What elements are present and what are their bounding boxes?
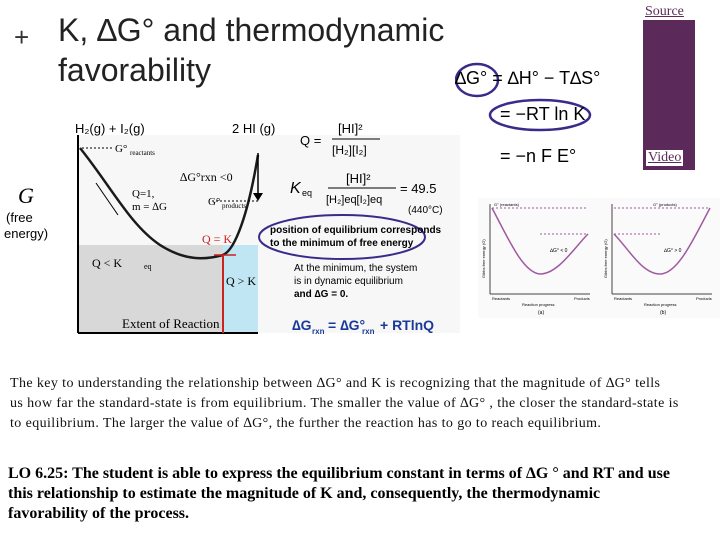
bottom-equation-rest: = ∆G° bbox=[328, 317, 366, 333]
keq-sub: eq bbox=[302, 188, 313, 198]
keq-value: = 49.5 bbox=[400, 181, 437, 196]
g-reactants-sub: reactants bbox=[130, 149, 155, 157]
keq-denominator: [H₂]eq[I₂]eq bbox=[326, 194, 383, 206]
paragraph-line-1: The key to understanding the relationship between ∆G° and K is recognizing that the magnitude of ∆G° tells bbox=[10, 376, 661, 391]
graph-a-reactants: Reactants bbox=[492, 296, 511, 301]
slide-title bbox=[58, 10, 478, 90]
graph-a-top-label: G° (reactants) bbox=[494, 202, 519, 207]
graphs-background bbox=[478, 198, 720, 318]
graph-a-dg: ∆G° < 0 bbox=[550, 248, 568, 254]
reaction-right: 2 HI (g) bbox=[232, 121, 276, 136]
callout-2-line-3: and ∆G = 0. bbox=[294, 289, 349, 300]
q-denominator: [H₂][I₂] bbox=[332, 143, 367, 157]
graph-a-caption: (a) bbox=[538, 310, 545, 316]
q1-line-1: Q=1, bbox=[132, 188, 155, 200]
bullet-plus: + bbox=[14, 22, 30, 52]
graph-b-caption: (b) bbox=[660, 310, 667, 316]
q-numerator: [HI]² bbox=[338, 121, 363, 136]
q-less-k-label: Q < K bbox=[92, 256, 123, 270]
graph-b-top-label: G° (products) bbox=[653, 202, 677, 207]
bottom-equation-tail: + RTlnQ bbox=[380, 317, 435, 333]
source-link[interactable]: Source bbox=[645, 4, 684, 19]
q-label: Q = bbox=[300, 133, 322, 148]
q1-line-2: m = ∆G bbox=[132, 201, 167, 213]
learning-objective-line-3: favorability of the process. bbox=[8, 505, 190, 522]
right-region bbox=[223, 245, 258, 333]
bottom-equation-sub2: rxn bbox=[362, 327, 375, 336]
q-equals-k-label: Q = K bbox=[202, 232, 233, 246]
explanation-paragraph bbox=[10, 374, 720, 434]
video-link[interactable]: Video bbox=[648, 150, 682, 165]
keq-numerator: [HI]² bbox=[346, 171, 371, 186]
equation-block bbox=[455, 62, 640, 172]
title-line-2: favorability bbox=[58, 52, 211, 88]
graph-b-reactants: Reactants bbox=[614, 296, 633, 301]
nfe-equation: = −n F E° bbox=[500, 146, 577, 166]
callout-2-line-1: At the minimum, the system bbox=[294, 263, 418, 274]
g-axis-label: G bbox=[18, 183, 34, 208]
graph-a-x-label: Reaction progress bbox=[522, 302, 555, 307]
graph-a-y-label: Gibbs free energy (G) bbox=[481, 239, 486, 278]
comparison-graphs bbox=[478, 198, 720, 318]
graph-a-products: Products bbox=[574, 296, 590, 301]
bottom-equation-dg: ∆G bbox=[292, 317, 312, 333]
graph-b-products: Products bbox=[696, 296, 712, 301]
q-less-k-sub: eq bbox=[144, 262, 152, 271]
graph-b-dg: ∆G° > 0 bbox=[664, 248, 682, 254]
q-greater-k-label: Q > K bbox=[226, 274, 257, 288]
learning-objective-line-2: this relationship to estimate the magnitude of K and, consequently, the thermodynamic bbox=[8, 485, 601, 502]
keq-temperature: (440°C) bbox=[408, 205, 443, 216]
graph-b-x-label: Reaction progress bbox=[644, 302, 677, 307]
graph-b-y-label: Gibbs free energy (G) bbox=[603, 239, 608, 278]
gibbs-equation: ∆G° = ∆H° − T∆S° bbox=[455, 68, 601, 88]
learning-objective-line-1: LO 6.25: The student is able to express the equilibrium constant in terms of ∆G ° and RT and use bbox=[8, 465, 670, 482]
g-axis-note-2: energy) bbox=[4, 226, 49, 241]
side-accent-bar bbox=[643, 20, 695, 170]
callout-2-line-2: is in dynamic equilibrium bbox=[294, 276, 403, 287]
x-axis-label: Extent of Reaction bbox=[122, 316, 220, 331]
bottom-equation-sub: rxn bbox=[312, 327, 325, 336]
g-products-sub: products bbox=[222, 202, 247, 210]
g-axis-note-1: (free bbox=[6, 210, 33, 225]
g-reactants-label: G° bbox=[115, 143, 128, 155]
callout-1-line-1: position of equilibrium corresponds bbox=[270, 225, 442, 236]
title-line-1: K, ∆G° and thermodynamic bbox=[58, 12, 445, 48]
paragraph-line-3: to equilibrium. The larger the value of ∆G°, the further the reaction has to go to reach equilibrium. bbox=[10, 416, 602, 431]
free-energy-diagram bbox=[0, 115, 460, 340]
reaction-left: H₂(g) + I₂(g) bbox=[75, 121, 145, 136]
rt-ln-k-equation: = −RT ln K bbox=[500, 104, 586, 124]
paragraph-line-2: us how far the standard-state is from equilibrium. The smaller the value of ∆G° , the closer the standard-state is bbox=[10, 396, 679, 411]
learning-objective bbox=[8, 464, 720, 524]
delta-g-rxn-label: ∆G°rxn <0 bbox=[180, 170, 233, 184]
callout-1-line-2: to the minimum of free energy bbox=[270, 238, 414, 249]
g-products-label: G° bbox=[208, 196, 221, 208]
keq-label: K bbox=[290, 180, 301, 197]
